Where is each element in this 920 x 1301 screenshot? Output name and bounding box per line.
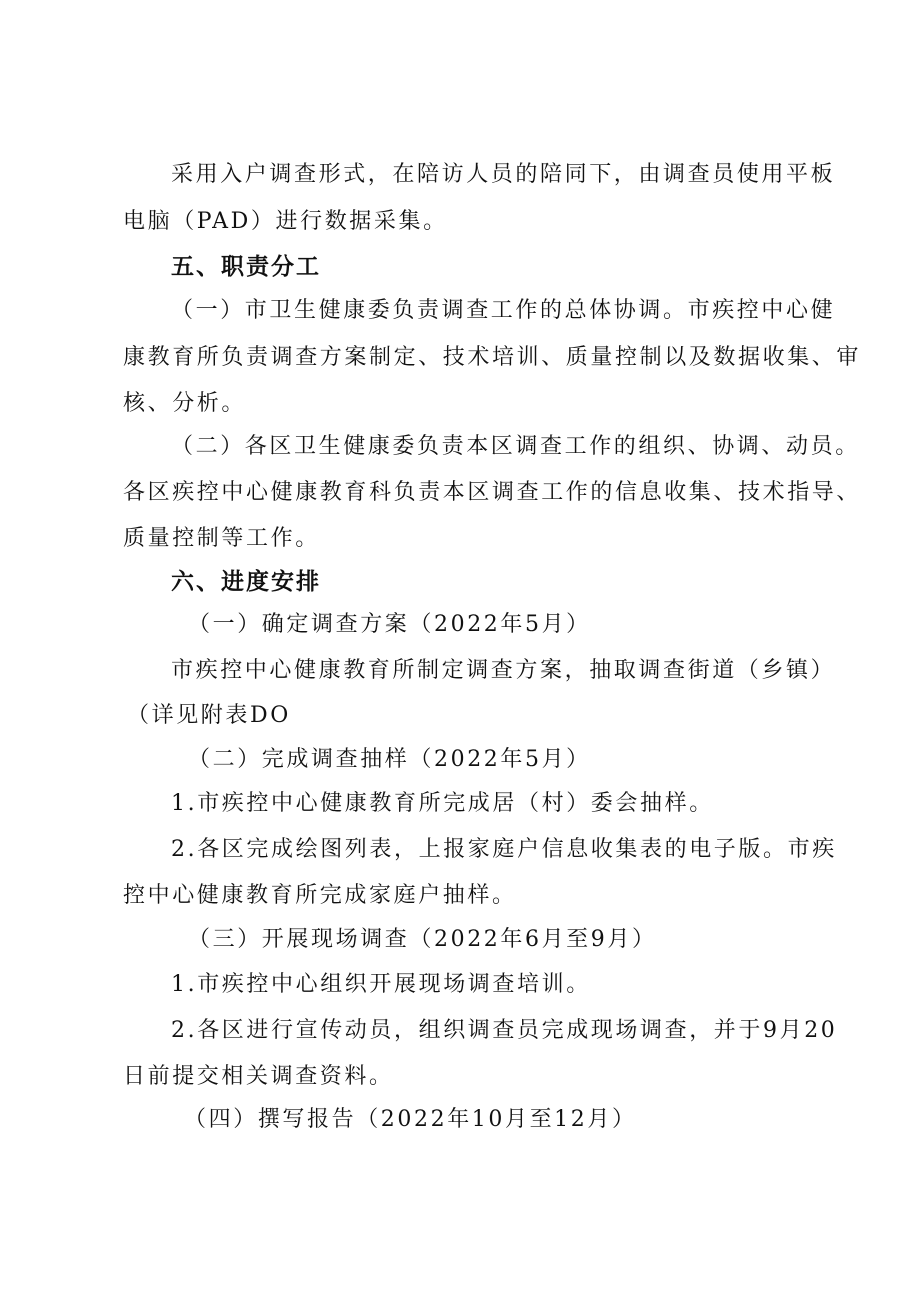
- section-heading-responsibilities: 五、职责分工: [171, 254, 321, 280]
- list-item-2-2-line-1: 2.各区完成绘图列表，上报家庭户信息收集表的电子版。市疾: [171, 837, 837, 862]
- paragraph-subsection-1-line-2: （详见附表DO: [127, 703, 291, 728]
- paragraph-duty-2-line-2: 各区疾控中心健康教育科负责本区调查工作的信息收集、技术指导、: [123, 480, 862, 505]
- subsection-1: （一）确定调查方案（2022年5月）: [188, 612, 591, 637]
- list-item-3-2-line-2: 日前提交相关调查资料。: [123, 1064, 394, 1089]
- paragraph-subsection-1-line-1: 市疾控中心健康教育所制定调查方案，抽取调查街道（乡镇）: [171, 658, 836, 683]
- list-item-2-2-line-2: 控中心健康教育所完成家庭户抽样。: [123, 883, 517, 908]
- subsection-3: （三）开展现场调查（2022年6月至9月）: [188, 927, 657, 952]
- section-heading-schedule: 六、进度安排: [171, 569, 321, 595]
- list-item-3-2-line-1: 2.各区进行宣传动员，组织调查员完成现场调查，并于9月20: [171, 1018, 838, 1043]
- subsection-4: （四）撰写报告（2022年10月至12月）: [184, 1107, 637, 1132]
- paragraph-method-line-1: 采用入户调查形式，在陪访人员的陪同下，由调查员使用平板: [171, 162, 836, 187]
- paragraph-duty-1-line-2: 康教育所负责调查方案制定、技术培训、质量控制以及数据收集、审: [123, 345, 862, 370]
- paragraph-duty-1-line-3: 核、分析。: [123, 391, 247, 416]
- list-item-2-1: 1.市疾控中心健康教育所完成居（村）委会抽样。: [171, 791, 714, 816]
- paragraph-method-line-2: 电脑（PAD）进行数据采集。: [123, 209, 448, 234]
- paragraph-duty-1-line-1: （一）市卫生健康委负责调查工作的总体协调。市疾控中心健: [171, 298, 836, 323]
- paragraph-duty-2-line-3: 质量控制等工作。: [123, 526, 320, 551]
- subsection-2: （二）完成调查抽样（2022年5月）: [188, 747, 591, 772]
- paragraph-duty-2-line-1: （二）各区卫生健康委负责本区调查工作的组织、协调、动员。: [171, 434, 860, 459]
- list-item-3-1: 1.市疾控中心组织开展现场调查培训。: [171, 972, 591, 997]
